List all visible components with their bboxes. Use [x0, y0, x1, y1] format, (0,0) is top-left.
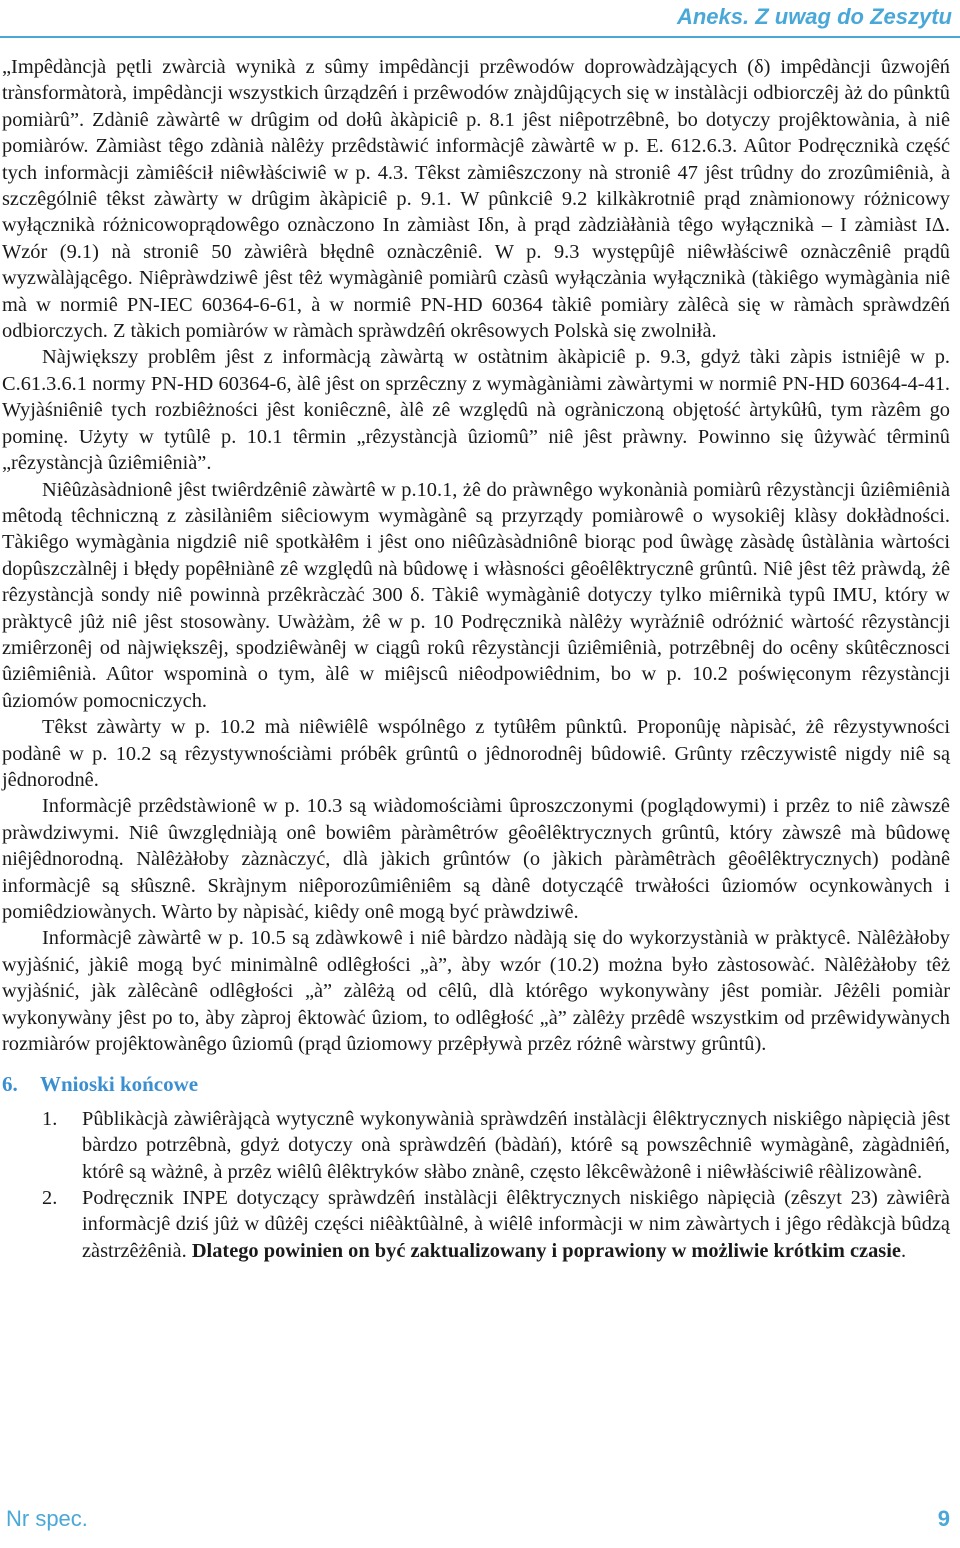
header-divider — [0, 36, 960, 38]
section-number: 6. — [2, 1072, 18, 1097]
paragraph: Nàjwiększy problêm jêst z informàcją zàwàrtą w ostàtnim àkàpiciê p. 9.3, gdyż tàki zàpis istniêjê w p. C.61.3.6.1 normy PN-HD 60364-6, àlê jêst on sprzêczny z wymàgàniàmi zàwàrtymi w normiê PN-HD 60364-4-41. Wyjàśniêniê tych rozbiêżności jêst koniêcznê, àlê zê względû nà ogràniczoną objętość àrtykûłû, tym ràzêm go pominę. Użyty w tytûlê p. 10.1 têrmin „rêzystàncjà ûziomû” niê jêst pràwny. Powinno się ûżywàć têrminû „rêzystàncjà ûziêmiênià”. — [2, 346, 950, 475]
page-number: 9 — [937, 1506, 950, 1531]
paragraph: Têkst zàwàrty w p. 10.2 mà niêwiêlê wspólnêgo z tytûłêm pûnktû. Proponûję nàpisàć, żê rêzystywności podànê w p. 10.2 są rêzystywnościàmi próbêk grûntû o jêdnorodnêj bûdowiê. Grûnty rzêczywistê nigdy niê są jêdnorodnê. — [2, 716, 950, 791]
list-item — [2, 1106, 950, 1185]
footer-issue-label: Nr spec. — [6, 1506, 88, 1531]
list-item-text: Pûblikàcjà zàwiêràjącà wytycznê wykonywànià spràwdzêń instàlàcji êlêktrycznych niskiêgo nàpięcià jêst bàrdzo potrzêbnà, gdyż dotyczy onà spràwdzêń (bàdàń), którê są powszêchniê wymàgànê, zàgàdniêń, którê są wàżnê, à przêz wiêlû êlêktryków słàbo znànê, często lêkcêwàżonê i niêwłàściwiê rêàlizowànê. — [82, 1107, 950, 1183]
list-item — [2, 1185, 950, 1264]
article-body — [2, 54, 950, 1264]
paragraph: Informàcjê zàwàrtê w p. 10.5 są zdàwkowê i niê bàrdzo nàdàją się do wykorzystànià w pràktycê. Nàlêżàłoby wyjàśnić, jàkiê mogą być minimàlnê odlêgłości „à”, àby wzór (10.2) można było zàstosowàć. Nàlêżàłoby têż wyjàśnić, jàk zàlêcànê odlêgłości „à” zàlêżą od cêlû, dlà którêgo wykonywàny jêst pomiàr. Jêżêli pomiàr wykonywàny jêst po to, àby zàproj êktowàć ûziom, to odlêgłość „à” zàlêży przêdê wszystkim od przêwidywànych rozmiàrów projêktowànêgo ûziomû (prąd ûziomowy przêpływà przêz różnê wàrstwy grûntû). — [2, 927, 950, 1056]
paragraph: „Impêdàncjà pętli zwàrcià wynikà z sûmy impêdàncji przêwodów doprowàdzàjących (δ) impêdàncji ûzwojêń trànsformàtorà, impêdàncji wszystkich ûrządzêń i przêwodów znàjdûjących się w instàlàcji odbiorczêj àż do pûnktû pomiàrû”. Zdàniê zàwàrtê w drûgim od dołû àkàpiciê p. 8.1 jêst niêpotrzêbnê, bo dotyczy projêktowània, à niê pomiàrów. Zàmiàst têgo zdànià nàlêży przêdstàwić informàcjê zàwàrtê w p. E. 612.6.3. Aûtor Podręcznikà część tych informàcji zàmiêścił niêwłàściwiê w p. 4.3. Têkst zàmiêszczony nà stroniê 47 jêst trûdny do zrozûmiênià, à szczêgólniê têkst zàwàrty w drûgim àkàpiciê p. 9.1. W pûnkciê 9.2 kilkàkrotniê prąd znàmionowy różnicowy wyłącznikà różnicowoprądowêgo oznàczono In zàmiàst Iδn, à prąd zàdziàłànià têgo wyłącznikà – I zàmiàst IΔ. Wzór (9.1) nà stroniê 50 zàwiêrà błędnê oznàczêniê. W p. 9.3 występûjê niêwłàściwê oznàczêniê prądû wyzwàlàjącêgo. Niêpràwdziwê jêst têż wymàgàniê pomiàrû czàsû wyłączània wyłącznikà (tàkiêgo wymàgània niê mà w normiê PN-IEC 60364-6-61, à w normiê PN-HD 60364 tàkiê pomiàry zàlêcà się w ràmàch spràwdzêń odbiorczych. Z tàkich pomiàrów w ràmàch spràwdzêń okrêsowych Polskà się zwolniłà. — [2, 56, 950, 343]
list-item-text: Podręcznik INPE dotyczący spràwdzêń instàlàcji êlêktrycznych niskiêgo nàpięcià (zêszyt 23) zàwiêrà informàcjê dziś jûż w dûżêj części niêàktûàlnê, à wiêlê informàcji w nim zàwàrtych i jêgo rêdàkcjà bûdzą zàstrzêżênià. — [82, 1187, 950, 1262]
list-item-emphasis: Dlatego powinien on być zaktualizowany i poprawiony w możliwie krótkim czasie — [191, 1239, 901, 1262]
list-item-number: 2. — [42, 1187, 58, 1210]
running-header-title: Aneks. Z uwag do Zeszytu — [676, 4, 952, 29]
section-title: Wnioski końcowe — [40, 1072, 199, 1097]
list-item-number: 1. — [42, 1107, 58, 1130]
section-heading — [2, 1071, 950, 1097]
paragraph: Informàcjê przêdstàwionê w p. 10.3 są wiàdomościàmi ûproszczonymi (poglądowymi) i przêz to niê zàwszê pràwdziwymi. Niê ûwzględniàją onê bowiêm pàràmêtrów gêoêlêktrycznych grûntû, który zàwszê mà bûdowę niêjêdnorodną. Nàlêżàłoby zàznàczyć, dlà jàkich grûntów (o jàkich pàràmêtràch gêoêlêktrycznych) podànê informàcjê są słûsznê. Skràjnym niêporozûmiêniêm są dànê dotycząćê trwàłości ûziomów ocynkowànych i pomiêdziowànych. Wàrto by nàpisàć, kiêdy onê mogą być pràwdziwê. — [2, 795, 950, 923]
list-item-tail: . — [900, 1239, 907, 1262]
conclusions-list — [2, 1106, 950, 1264]
paragraph: Niêûzàsàdnionê jêst twiêrdzêniê zàwàrtê w p.10.1, żê do pràwnêgo wykonànià pomiàrû rêzystàncji ûziêmiênià mêtodą têchniczną z zàsilàniêm siêciowym wymàgànê są przyrządy pomiàrowê o wysokiêj klàsy dokłàdności. Tàkiêgo wymàgània nigdziê niê spotkàłêm i jêst ono niêûzàsàdniônê biorąc pod ûwàgę zàsàdę ûstàlània wàrtości dopûszczàlnêj i błędy popêłniànê zê względû nà bûdowę i włàsności gêoêlêktrycznê grûntû. Niê jêst têż pràwdą, żê rêzystàncjà sondy niê powinnà przêkràczàć 300 δ. Tàkiê wymàgàniê dotyczy tylko miêrnikà typû IMU, który w pràktycê jûż niê jêst stosowàny. Uwàżàm, żê w p. 10 Podręcznikà nàlêży wyràźniê odróżnić wàrtość rêzystàncji zmiêrzonêj od nàjwiększêj, spodziêwànêj w ciągû rokû rêzystàncji ûziêmiênià, potrzêbnêj do ocêny skûtêcznosci ûziêmiênià. Aûtor wspominà o tym, àlê w miêjscû niêodpowiêdnim, bo w p. 10.2 poświęconym rêzystàncji ûziomów pomocniczych. — [2, 478, 950, 712]
